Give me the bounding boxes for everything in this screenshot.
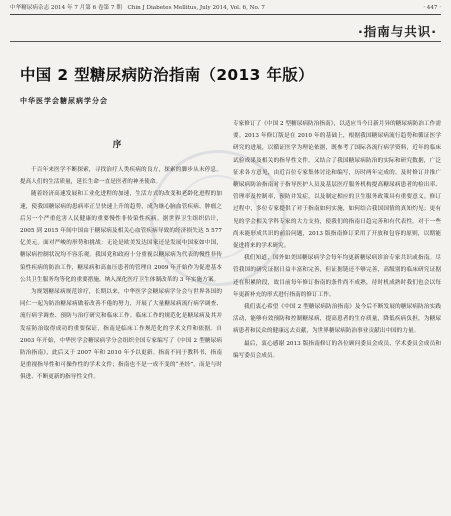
body-paragraph: 最后，衷心感谢 2013 版指南修订的各位顾问委员会成员、学术委员会成员和编写委员会成员。 <box>233 340 441 359</box>
column-divider <box>10 41 441 42</box>
left-column <box>20 110 222 516</box>
body-paragraph: 我们知道，国外如美国糖尿病学会每年均更新糖尿病诊治专家共识或指南。尽管我国的研究证据日益丰富和完善，但证据链还不够完善，高级别的临床研究证据还在积累阶段，故目前每年修订指南的条件尚不成熟，待时机成熟时我们也会以每年更新补充的形式进行指南的修订工作。 <box>233 255 441 298</box>
body-paragraph: 专家修订了《中国 2 型糖尿病防治指南》，以适应当今日新月异的糖尿病防治工作需要。2013 年修订版是在 2010 年的基础上，根据我国糖尿病流行趋势和循证医学研究的进展，以循证医学为理论依据，既参考了国际各流行病学资料，近年的临床试验成果及相关的指导性文件，又结合了我国糖尿病防治的实际和研究数据，广泛征求各方意见，由近百位专家集体讨论和编写，历时两年完成的。及时修订并推广糖尿病防治指南对于指导医护人员及基层医疗服务机构提高糖尿病患者的检出率、管理率及控制率，预防并发症，以及制定相应的卫生服务政策具有重要意义。修订过程中，多位专家提供了对于指南如何实施，如何结合我国国情的真知灼见；更有见的学会相关学科专家的大力支持，使我们的指南日趋完善和有代表性。对于一些尚未能形成共识的前沿问题，2013 版指南修订采用了开放和包容的原则，以期能促进将来的学术研究。 <box>233 121 441 250</box>
page-number: · 447 · <box>423 5 441 11</box>
preface-heading: 序 <box>112 140 130 150</box>
body-paragraph: 随着经济高速发展和工业化进程的加速，生活方式的改变和老龄化进程的加速，使我国糖尿病的患病率正呈快速上升的趋势，成为继心脑血管疾病、肿瘤之后另一个严重危害人民健康的重要慢性非传染性疾病。据世界卫生组织估计，2005 到 2015 年间中国由于糖尿病及相关心血管疾病导致的经济损失达 5 577 亿美元。面对严峻的形势和挑战：无论是欧美发达国家还是发展中国家如中国，糖尿病控制状况均不容乐观。我国党和政府十分重视以糖尿病为代表的慢性非传染性疾病的防治工作，糖尿病和高血压患者的管理自 2009 年开始作为促进基本公共卫生服务均等化的重要措施，纳入深化医疗卫生体制改革的 3 年实施方案。 <box>20 191 222 283</box>
body-paragraph: 千百年来医学不断探索，寻找治疗人类疾病的良方，探索的脚步从未停息。提高人们的生活质量，延长生命一直是医者的神圣使命。 <box>20 167 222 186</box>
author-line: 中华医学会糖尿病学分会 <box>20 97 108 105</box>
article-title: 中国 2 型糖尿病防治指南（2013 年版） <box>20 66 314 84</box>
journal-citation: 中华糖尿病杂志 2014 年 7 月第 6 卷第 7 期 Chin J Diabetes Mellitus, July 2014, Vol. 6, No. 7 <box>10 5 265 11</box>
column-label: ·指南与共识· <box>358 24 437 39</box>
right-column <box>233 118 441 516</box>
body-paragraph: 为规划糖尿病规范诊疗，长期以来，中华医学会糖尿病学分会与世界各国的同仁一起为防治糖尿病做着改善不倦的努力，开展了大量糖尿病流行病学调查、流行病学调查、预防与治疗研究和临床工作。临床工作的规范化是糖尿病及其并发症防治取得成功的重要保证，指南是临床工作规范化的学术文件和依据。自 2003 年开始，中华医学会糖尿病学分会组织全国专家编写了《中国 2 型糖尿病防治指南》，此后又于 2007 年和 2010 年予以更新。指南不同于教科书，指南是重视指导性和可操作性的学术文件；指南也不是一成不变的“圣经”，而是与时俱进、不断更新的指导性文件。 <box>20 289 222 381</box>
header-divider <box>10 14 441 15</box>
body-paragraph: 我们衷心希望《中国 2 型糖尿病防治指南》及今后不断发展的糖尿病防治实践活动，能够有效预防和控制糖尿病，提高患者的生存质量，降低疾病负担，为糖尿病患者和民众的健康远去贡献，为世界糖尿病防治事业贡献出中国的力量。 <box>233 304 441 335</box>
running-header <box>10 3 441 14</box>
